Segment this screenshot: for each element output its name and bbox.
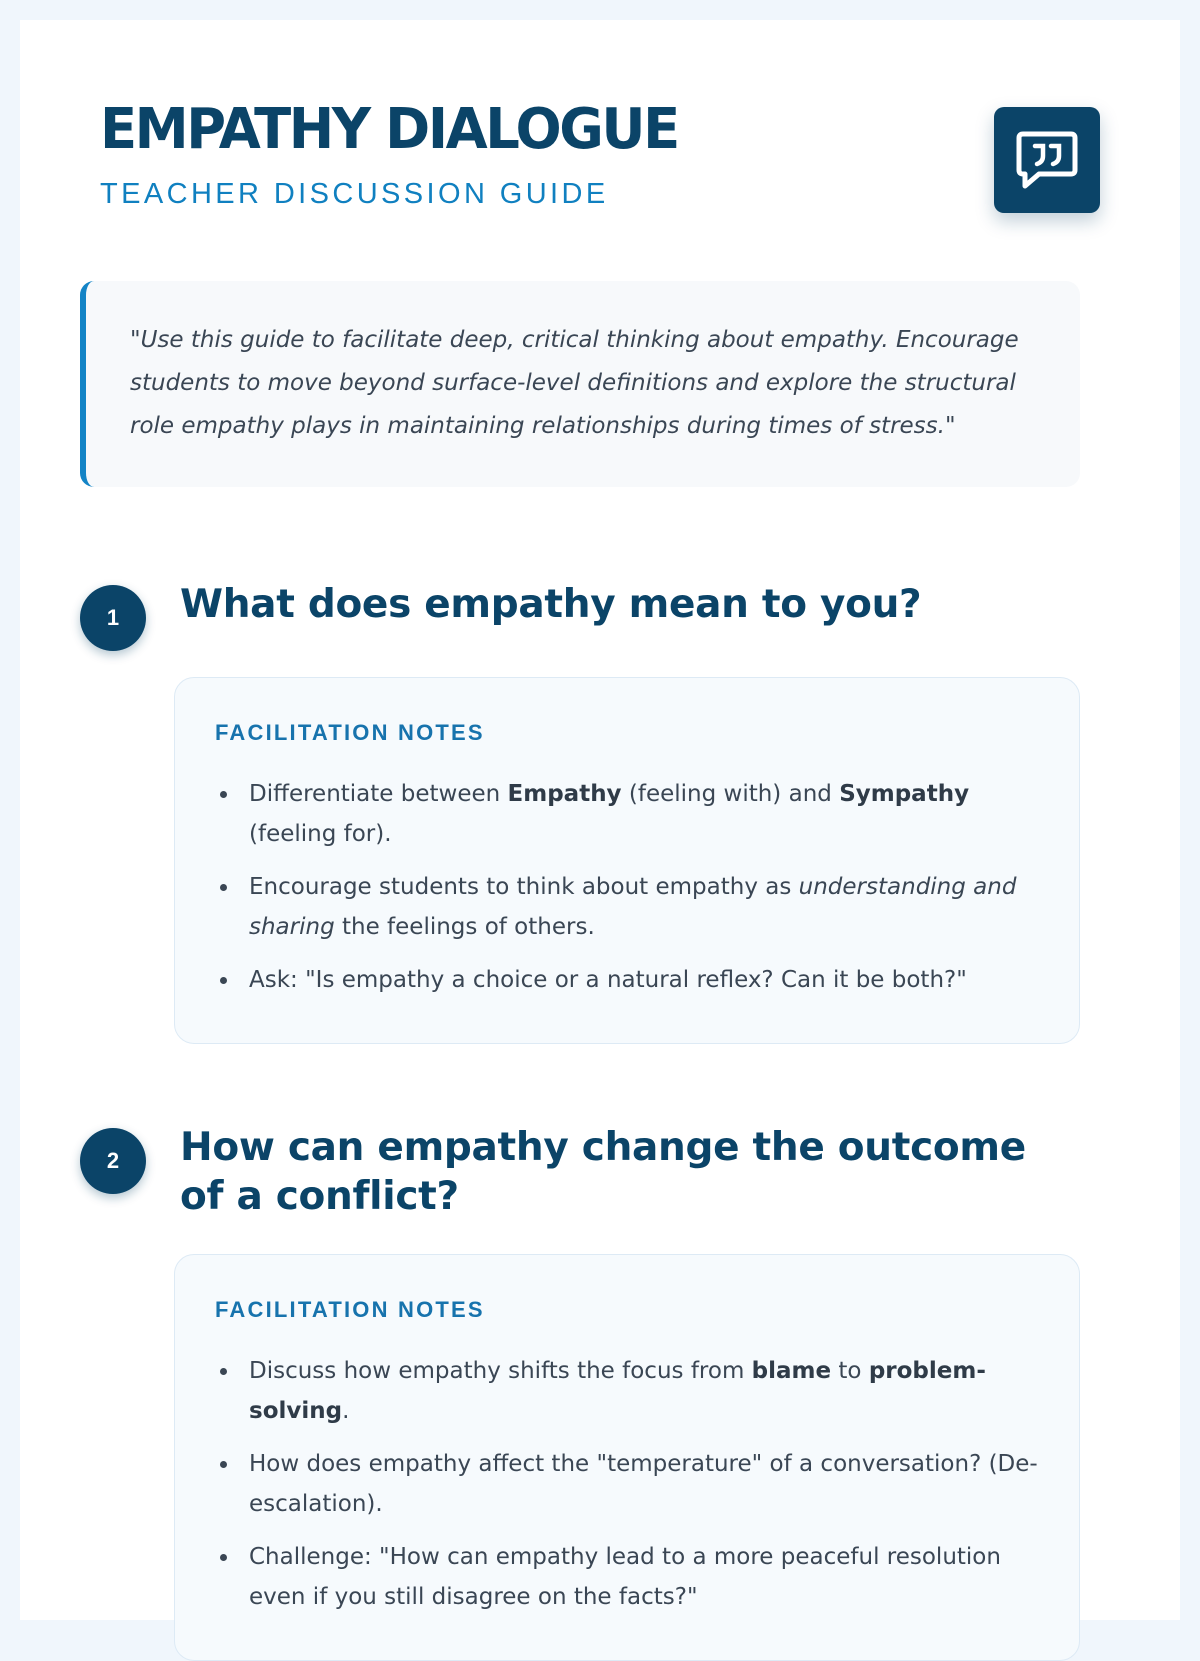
facilitation-notes-label: FACILITATION NOTES	[215, 1297, 485, 1322]
question-number-badge: 1	[80, 585, 146, 651]
list-item: Ask: "Is empathy a choice or a natural reflex? Can it be both?"	[215, 960, 1039, 1000]
page-title: EMPATHY DIALOGUE	[100, 97, 678, 162]
notes-list	[215, 774, 1039, 1000]
facilitation-notes	[174, 677, 1080, 1044]
question-title: What does empathy mean to you?	[180, 582, 922, 627]
facilitation-notes-label: FACILITATION NOTES	[215, 720, 485, 745]
question-number-badge: 2	[80, 1128, 146, 1194]
header	[100, 20, 1100, 300]
list-item: Discuss how empathy shifts the focus from blame to problem-solving.	[215, 1351, 1039, 1431]
list-item: Encourage students to think about empathy as understanding and sharing the feelings of others.	[215, 867, 1039, 947]
question-2	[80, 1125, 1080, 1610]
quote-speech-bubble-icon	[994, 107, 1100, 213]
notes-list	[215, 1351, 1039, 1617]
question-1	[80, 582, 1080, 1045]
list-item: Challenge: "How can empathy lead to a more peaceful resolution even if you still disagree on the facts?"	[215, 1537, 1039, 1617]
intro-quote: "Use this guide to facilitate deep, critical thinking about empathy. Encourage students to move beyond surface-level definitions and explore the structural role empathy plays in maintaining relationships during times of stress."	[80, 281, 1080, 487]
list-item: How does empathy affect the "temperature" of a conversation? (De-escalation).	[215, 1444, 1039, 1524]
question-title: How can empathy change the outcome of a conflict?	[180, 1125, 1026, 1219]
list-item: Differentiate between Empathy (feeling with) and Sympathy (feeling for).	[215, 774, 1039, 854]
page-subtitle: TEACHER DISCUSSION GUIDE	[100, 178, 609, 210]
